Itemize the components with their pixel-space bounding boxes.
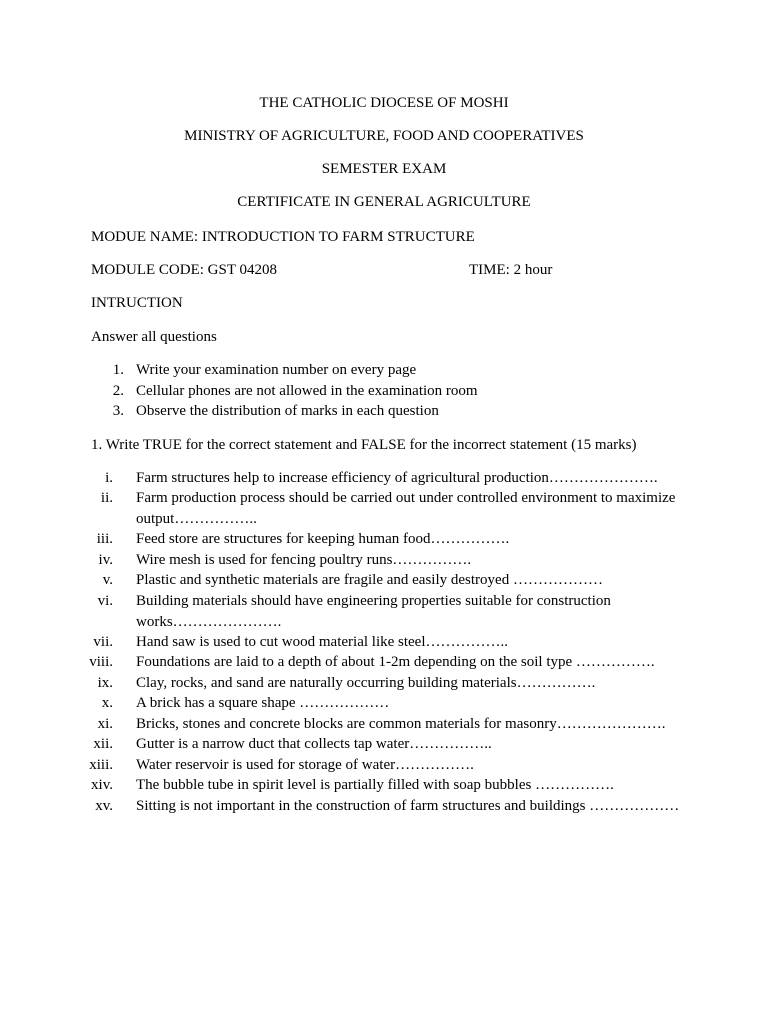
item-number: ix. xyxy=(97,675,113,691)
item-text: Plastic and synthetic materials are fragile and easily destroyed ……………… xyxy=(136,572,603,588)
item-text: Gutter is a narrow duct that collects tap water…………….. xyxy=(136,736,492,752)
question-1-prompt: 1. Write TRUE for the correct statement and FALSE for the incorrect statement (15 marks) xyxy=(91,437,637,453)
item-text: Water reservoir is used for storage of water……………. xyxy=(136,757,474,773)
item-text: Sitting is not important in the construction of farm structures and buildings ……………… xyxy=(136,798,680,814)
exam-time: TIME: 2 hour xyxy=(469,262,553,278)
module-name: MODUE NAME: INTRODUCTION TO FARM STRUCTURE xyxy=(91,229,475,245)
item-number: 3. xyxy=(112,403,124,419)
item-text: Clay, rocks, and sand are naturally occurring building materials……………. xyxy=(136,675,596,691)
item-text: Hand saw is used to cut wood material like steel…………….. xyxy=(136,634,509,650)
item-text: Wire mesh is used for fencing poultry runs……………. xyxy=(136,552,472,568)
item-number: 1. xyxy=(112,362,124,378)
module-code: MODULE CODE: GST 04208 xyxy=(91,262,277,278)
diocese-title: THE CATHOLIC DIOCESE OF MOSHI xyxy=(259,95,509,111)
item-number: xiv. xyxy=(91,777,113,793)
item-text: Building materials should have engineering properties suitable for construction works…………………. xyxy=(136,593,611,630)
item-text: Feed store are structures for keeping human food……………. xyxy=(136,531,510,547)
exam-title: SEMESTER EXAM xyxy=(321,161,447,177)
ministry-title: MINISTRY OF AGRICULTURE, FOOD AND COOPERATIVES xyxy=(184,128,584,144)
item-number: 2. xyxy=(112,383,124,399)
item-text: Bricks, stones and concrete blocks are common materials for masonry…………………. xyxy=(136,716,666,732)
item-text: Write your examination number on every page xyxy=(136,362,417,378)
item-text: Farm production process should be carried out under controlled environment to maximize output…………….. xyxy=(136,490,676,527)
item-number: xiii. xyxy=(89,757,113,773)
item-number: viii. xyxy=(89,654,113,670)
item-number: v. xyxy=(102,572,113,588)
item-number: vi. xyxy=(97,593,113,609)
item-number: vii. xyxy=(93,634,113,650)
item-number: i. xyxy=(105,470,113,486)
item-text: Foundations are laid to a depth of about 1-2m depending on the soil type ……………. xyxy=(136,654,655,670)
item-text: Observe the distribution of marks in each question xyxy=(136,403,439,419)
item-number: ii. xyxy=(100,490,113,506)
item-text: The bubble tube in spirit level is partially filled with soap bubbles ……………. xyxy=(136,777,614,793)
item-text: Cellular phones are not allowed in the examination room xyxy=(136,383,478,399)
item-number: x. xyxy=(101,695,113,711)
item-number: xii. xyxy=(93,736,113,752)
instruction-intro: Answer all questions xyxy=(91,329,217,345)
item-number: xv. xyxy=(95,798,113,814)
item-text: Farm structures help to increase efficiency of agricultural production…………………. xyxy=(136,470,658,486)
item-text: A brick has a square shape ……………… xyxy=(136,695,390,711)
certificate-title: CERTIFICATE IN GENERAL AGRICULTURE xyxy=(237,194,531,210)
item-number: xi. xyxy=(97,716,113,732)
item-number: iii. xyxy=(96,531,113,547)
item-number: iv. xyxy=(98,552,113,568)
instruction-heading: INTRUCTION xyxy=(91,295,183,311)
